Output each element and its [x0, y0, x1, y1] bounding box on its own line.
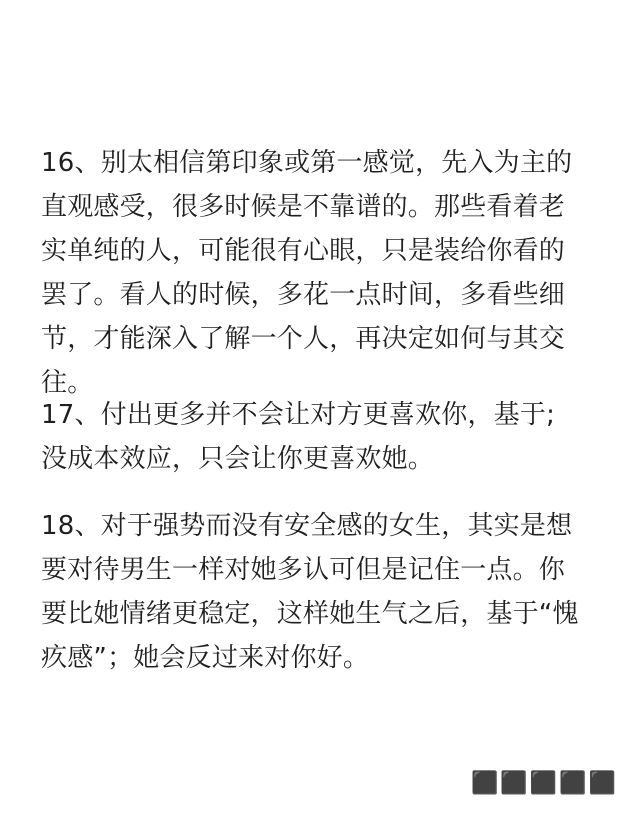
paragraph-line: 罢了。看人的时候，多花一点时间，多看些细	[41, 280, 566, 310]
paragraph-line: 要对待男生一样对她多认可但是记住一点。你	[41, 555, 566, 585]
paragraph-line: 没成本效应，只会让你更喜欢她。	[41, 444, 435, 474]
paragraph-line: 18、对于强势而没有安全感的女生，其实是想	[41, 511, 573, 541]
paragraph-line: 疚感”；她会反过来对你好。	[41, 643, 370, 673]
paragraph-line: 节，才能深入了解一个人，再决定如何与其交	[41, 324, 566, 354]
paragraph-18	[41, 504, 621, 680]
paragraph-line: 直观感受，很多时候是不靠谱的。那些看着老	[41, 192, 566, 222]
paragraph-line: 16、别太相信第印象或第一感觉，先入为主的	[41, 148, 573, 178]
paragraph-line: 实单纯的人，可能很有心眼，只是装给你看的	[41, 236, 566, 266]
paragraph-17	[41, 393, 621, 481]
paragraph-line: 要比她情绪更稳定，这样她生气之后，基于“愧	[41, 599, 579, 629]
paragraph-line: 17、付出更多并不会让对方更喜欢你，基于;	[41, 400, 556, 430]
watermark: ⬛⬛⬛⬛⬛	[471, 771, 618, 796]
paragraph-16	[41, 141, 621, 405]
paragraph-line: 往。	[41, 368, 94, 398]
